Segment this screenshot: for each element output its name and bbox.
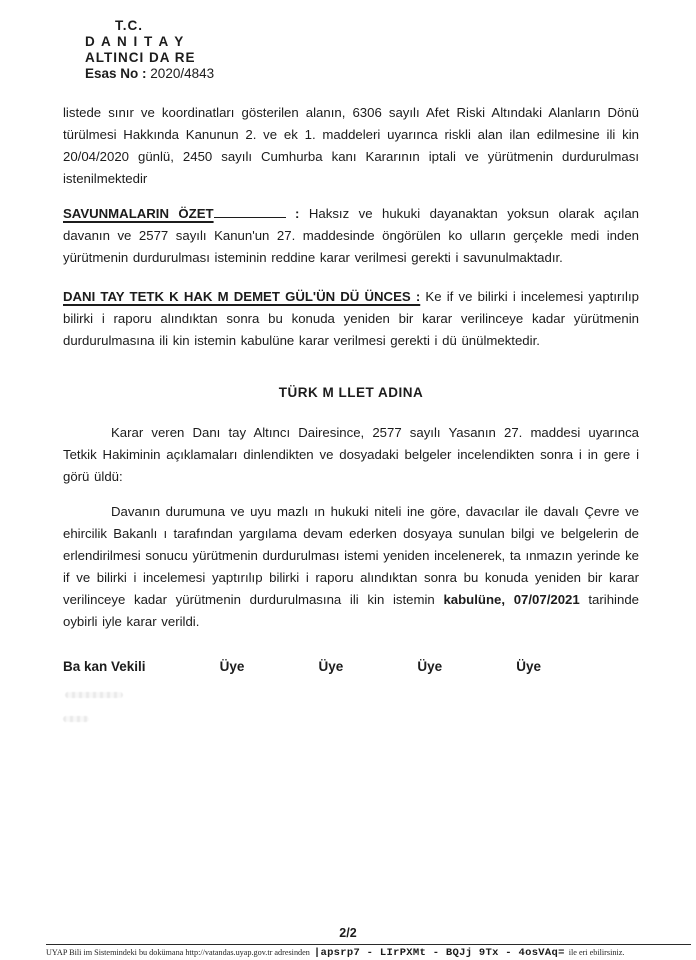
- uyap-footer-left-text: UYAP Bili im Sistemindeki bu dokümana http://vatandas.uyap.gov.tr adresinden: [46, 948, 310, 957]
- decision-result-date-bold: kabulüne, 07/07/2021: [443, 592, 580, 608]
- case-number-label: Esas No :: [85, 66, 147, 81]
- decision-result-text-before: Davanın durumuna ve uyu mazlı ın hukuki niteli ine göre, davacılar ile davalı Çevre ve ehircilik Bakanlı ı tarafından yargılama devam ederken dosyaya sunulan bilgi ve belgelerin de erlendirilmesi sonucu yürütmenin durdurulması istemi yeniden incelenerek, ta ınmazın yerinde ke if ve bilirki i incelemesi yaptırılıp bilirki i raporu alındıktan sonra bu konuda yeniden bir karar verilinceye kadar yürütmenin durdurulmasına ili kin istemin: [63, 504, 639, 608]
- signature-label-member-4: Üye: [516, 659, 541, 675]
- defense-summary-text: Haksız ve hukuki dayanaktan yoksun olarak açılan davanın ve 2577 sayılı Kanun'un 27. maddesinde öngörülen ko ulların gerçekle medi inden yürütmenin durdurulması isteminin reddine karar verilmesi gerekti i savunulmaktadır.: [63, 206, 639, 266]
- signature-label-member-2: Üye: [318, 659, 344, 675]
- paragraph-decision-result: [63, 501, 639, 633]
- signature-label-member-3: Üye: [417, 659, 443, 675]
- paragraph-decision-intro: Karar veren Danı tay Altıncı Dairesince, 2577 sayılı Yasanın 27. maddesi uyarınca Tetkik Hakiminin açıklamaları dinlendikten ve dosyadaki belgeler incelendikten sonra i in gere i görü üldü:: [63, 425, 639, 485]
- page-number: 2/2: [339, 926, 357, 940]
- paragraph-defense-summary: [63, 203, 639, 269]
- case-number-value: 2020/4843: [150, 66, 215, 81]
- rapporteur-opinion-text: Ke if ve bilirki i incelemesi yaptırılıp bilirki i raporu alındıktan sonra bu konuda yeniden bir karar verilinceye kadar yürütmenin durdurulmasına ili kin istemin kabulüne karar verilmesi gerekti i dü ünülmektedir.: [63, 289, 639, 349]
- rapporteur-opinion-heading: DANI TAY TETK K HAK M DEMET GÜL'ÜN DÜ ÜNCES :: [63, 289, 421, 305]
- heading-underline-gap: [214, 205, 286, 218]
- signature-label-president: Ba kan Vekili: [63, 659, 146, 675]
- uyap-verification-code: |apsrp7 - LIrPXMt - BQJj 9Tx - 4osVAq=: [313, 947, 565, 959]
- decision-result-text-after: tarihinde oybirli iyle karar verildi.: [63, 592, 639, 630]
- defense-summary-heading: SAVUNMALARIN ÖZET: [63, 206, 214, 222]
- signature-smudge: [63, 716, 89, 722]
- footer-divider: [46, 944, 691, 945]
- republic-label: T.C.: [115, 18, 144, 33]
- court-chamber: ALTINCI DA RE: [85, 50, 196, 65]
- in-the-name-of-nation-heading: TÜRK M LLET ADINA: [278, 385, 424, 401]
- court-name: D A N I T A Y: [85, 34, 185, 49]
- uyap-footer-right-text: ile eri ebilirsiniz.: [568, 948, 625, 957]
- court-header: [85, 18, 639, 82]
- uyap-footer: [46, 947, 692, 959]
- document-content: [63, 18, 639, 722]
- signature-smudge: [65, 692, 123, 698]
- case-number-line: [85, 66, 639, 82]
- paragraph-rapporteur-opinion: [63, 286, 639, 352]
- defense-summary-colon: :: [285, 206, 309, 222]
- signature-row: [63, 659, 541, 674]
- paragraph-request: listede sınır ve koordinatları gösterilen alanın, 6306 sayılı Afet Riski Altındaki Alanların Dönü türülmesi Hakkında Kanunun 2. ve ek 1. maddeleri uyarınca riskli alan ilan edilmesine ili kin 20/04/2020 günlü, 2450 sayılı Cumhurba kanı Kararının iptali ve yürütmenin durdurulması istenilmektedir: [63, 105, 639, 186]
- signature-label-member-1: Üye: [219, 659, 245, 675]
